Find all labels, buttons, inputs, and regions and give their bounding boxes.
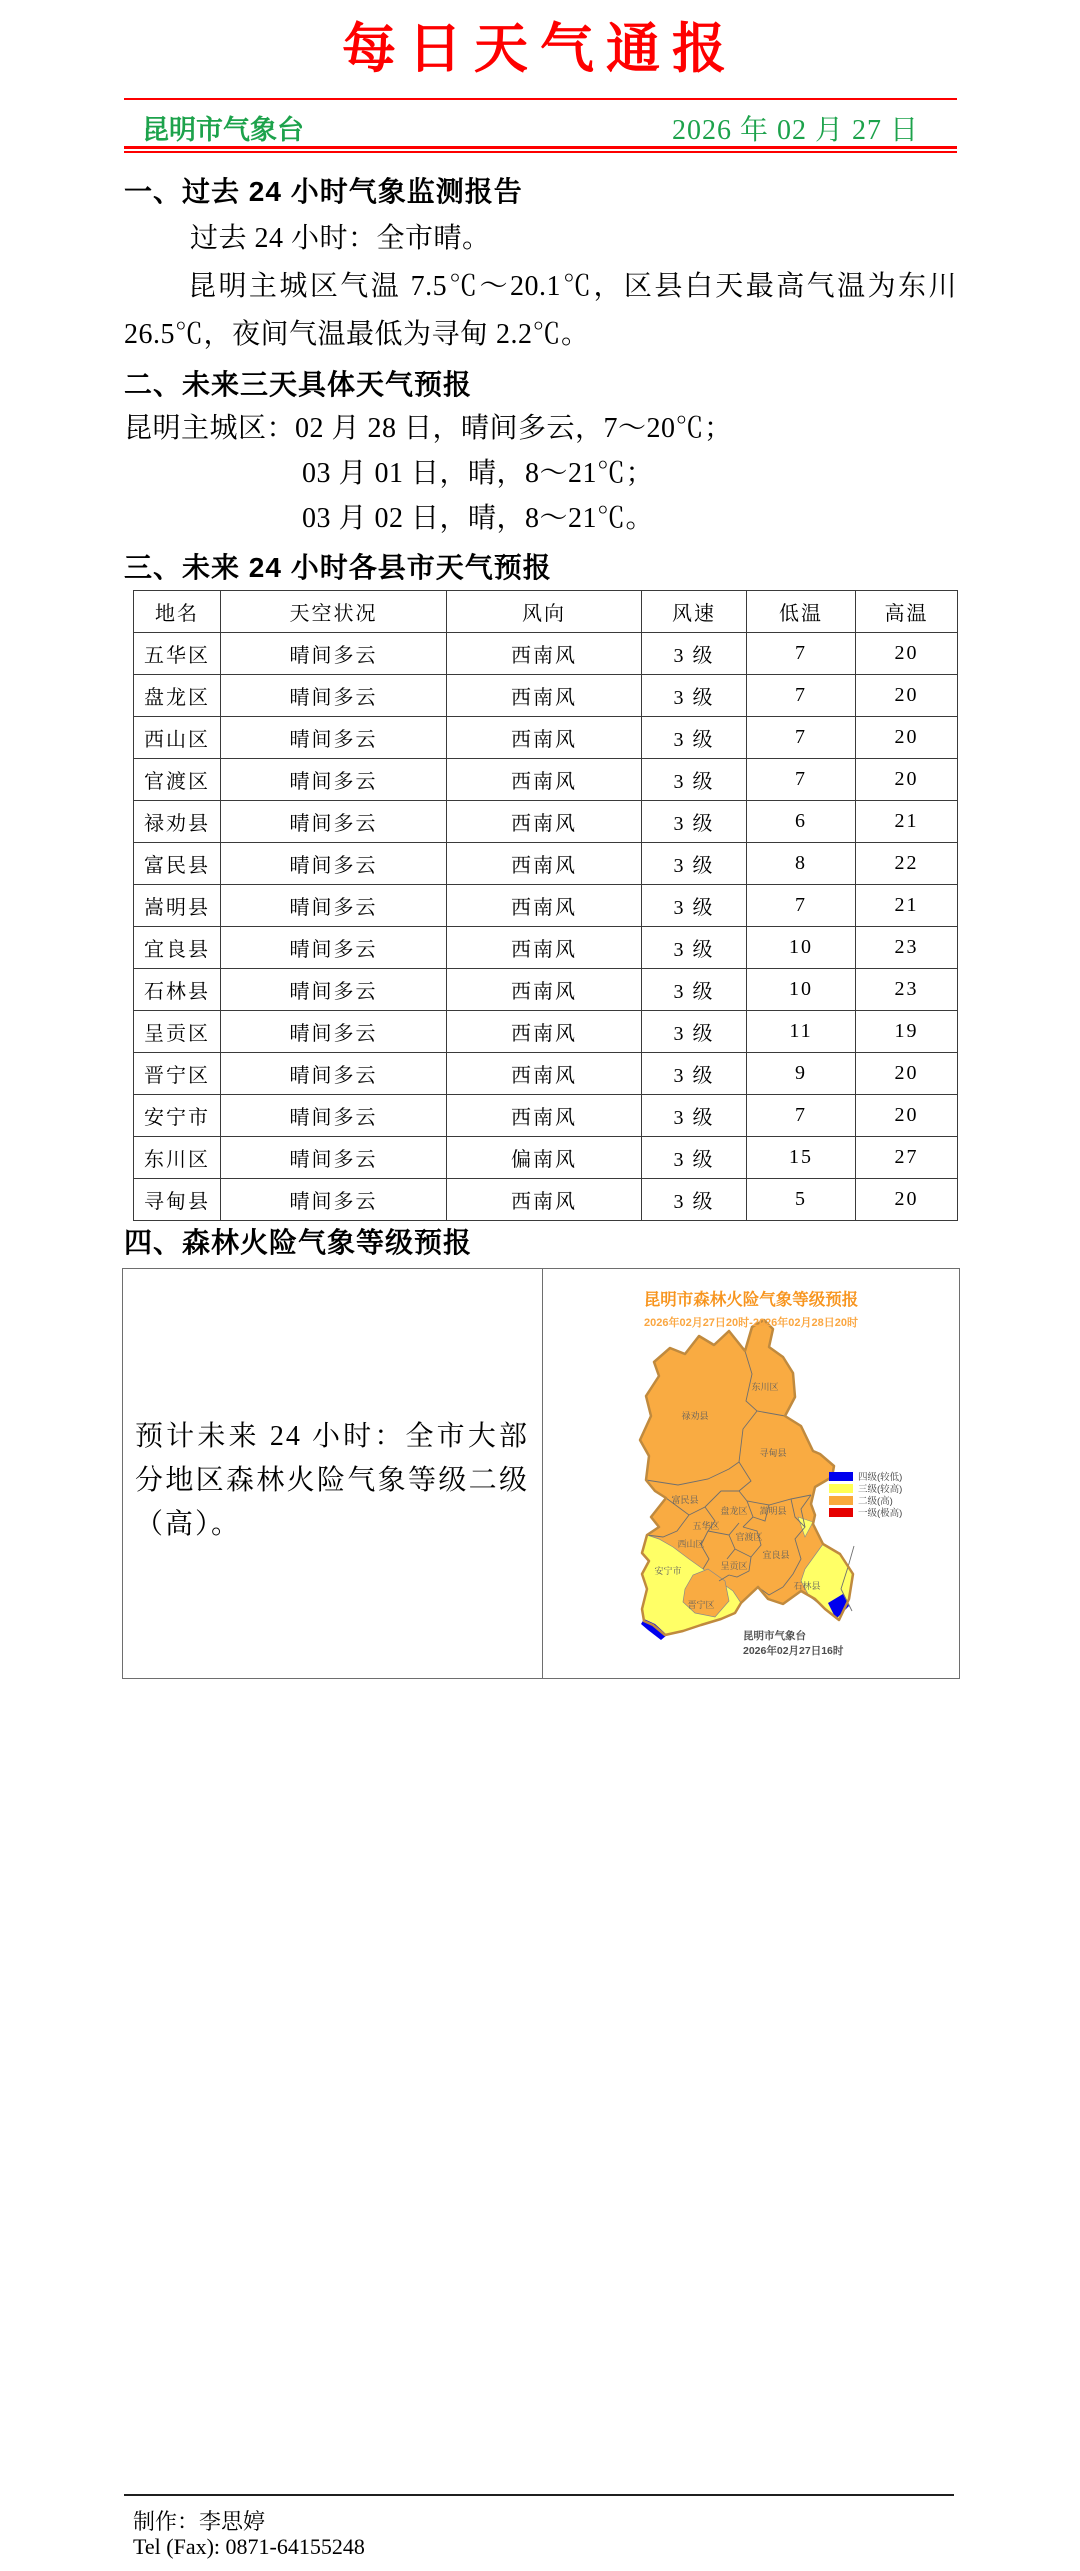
table-row [134,1095,958,1137]
cell-wind-dir: 西南风 [447,801,642,843]
map-title: 昆明市森林火险气象等级预报 [643,1291,859,1309]
fire-risk-box [122,1268,960,1679]
col-header-sky: 天空状况 [221,591,447,633]
cell-high: 20 [856,1179,958,1221]
map-credit [743,1629,844,1657]
cell-wind-dir: 西南风 [447,843,642,885]
header-double-rule [124,146,957,153]
map-legend [829,1471,902,1519]
section1-para2-line1: 昆明主城区气温 7.5℃～20.1℃，区县白天最高气温为东川 [188,271,957,302]
legend-swatch-level1 [829,1508,853,1517]
footer-maker: 制作：李思婷 [133,2509,266,2534]
cell-sky: 晴间多云 [221,969,447,1011]
section2-heading: 二、未来三天具体天气预报 [124,369,473,400]
map-region-label: 富民县 [671,1495,699,1505]
page-title: 每日天气通报 [342,19,738,79]
cell-wind-speed: 3 级 [642,633,747,675]
cell-place: 宜良县 [134,927,221,969]
agency-name: 昆明市气象台 [142,115,304,145]
cell-sky: 晴间多云 [221,675,447,717]
col-header-place: 地名 [134,591,221,633]
cell-wind-dir: 西南风 [447,1095,642,1137]
map-region-label: 呈贡区 [720,1561,748,1571]
map-region-label: 禄劝县 [681,1411,709,1421]
cell-place: 禄劝县 [134,801,221,843]
cell-high: 23 [856,927,958,969]
cell-sky: 晴间多云 [221,1179,447,1221]
cell-sky: 晴间多云 [221,717,447,759]
cell-wind-speed: 3 级 [642,969,747,1011]
cell-sky: 晴间多云 [221,885,447,927]
cell-low: 9 [747,1053,856,1095]
table-row [134,927,958,969]
section1-para1: 过去 24 小时：全市晴。 [190,223,491,254]
map-region-label: 西山区 [677,1539,705,1549]
cell-place: 东川区 [134,1137,221,1179]
map-region-label: 官渡区 [735,1532,763,1542]
cell-place: 呈贡区 [134,1011,221,1053]
cell-wind-dir: 西南风 [447,1179,642,1221]
cell-sky: 晴间多云 [221,1011,447,1053]
table-row [134,633,958,675]
col-header-low: 低温 [747,591,856,633]
cell-high: 19 [856,1011,958,1053]
legend-swatch-level4 [829,1472,853,1481]
footer-divider [124,2494,954,2496]
cell-wind-speed: 3 级 [642,717,747,759]
table-row [134,885,958,927]
section2-line1: 昆明主城区：02 月 28 日，晴间多云，7～20℃； [124,413,733,444]
cell-sky: 晴间多云 [221,927,447,969]
cell-high: 20 [856,1095,958,1137]
cell-low: 8 [747,843,856,885]
cell-wind-dir: 偏南风 [447,1137,642,1179]
cell-wind-dir: 西南风 [447,759,642,801]
cell-wind-speed: 3 级 [642,843,747,885]
cell-wind-dir: 西南风 [447,885,642,927]
map-credit-time: 2026年02月27日16时 [743,1645,844,1657]
table-row [134,1179,958,1221]
cell-place: 五华区 [134,633,221,675]
cell-high: 27 [856,1137,958,1179]
cell-low: 5 [747,1179,856,1221]
legend-swatch-level2 [829,1496,853,1505]
map-region-label: 晋宁区 [687,1600,715,1610]
col-header-wind-dir: 风向 [447,591,642,633]
cell-low: 11 [747,1011,856,1053]
col-header-high: 高温 [856,591,958,633]
cell-high: 20 [856,675,958,717]
cell-place: 石林县 [134,969,221,1011]
map-subtitle: 2026年02月27日20时-2026年02月28日20时 [643,1317,859,1329]
cell-low: 10 [747,969,856,1011]
cell-place: 安宁市 [134,1095,221,1137]
cell-wind-speed: 3 级 [642,675,747,717]
cell-wind-speed: 3 级 [642,1011,747,1053]
cell-high: 21 [856,885,958,927]
cell-sky: 晴间多云 [221,1095,447,1137]
cell-wind-speed: 3 级 [642,885,747,927]
cell-low: 7 [747,1095,856,1137]
cell-wind-speed: 3 级 [642,927,747,969]
table-header-row [134,591,958,633]
section3-heading: 三、未来 24 小时各县市天气预报 [124,552,552,583]
table-row [134,717,958,759]
cell-high: 20 [856,759,958,801]
legend-label: 二级(高) [858,1496,893,1507]
section2-line2: 03 月 01 日，晴，8～21℃； [302,458,655,489]
col-header-wind-speed: 风速 [642,591,747,633]
cell-wind-dir: 西南风 [447,1011,642,1053]
cell-sky: 晴间多云 [221,633,447,675]
cell-sky: 晴间多云 [221,801,447,843]
cell-place: 嵩明县 [134,885,221,927]
cell-wind-speed: 3 级 [642,1095,747,1137]
cell-high: 21 [856,801,958,843]
issue-date: 2026 年 02 月 27 日 [671,115,919,146]
legend-swatch-level3 [829,1484,853,1493]
cell-low: 7 [747,885,856,927]
cell-high: 20 [856,633,958,675]
cell-low: 15 [747,1137,856,1179]
cell-place: 西山区 [134,717,221,759]
county-forecast-table [133,590,958,1221]
table-row [134,1011,958,1053]
fire-risk-note: 预计未来 24 小时：全市大部分地区森林火险气象等级二级（高）。 [135,1421,529,1540]
cell-sky: 晴间多云 [221,759,447,801]
section1-heading: 一、过去 24 小时气象监测报告 [124,176,523,207]
cell-sky: 晴间多云 [221,1053,447,1095]
cell-place: 富民县 [134,843,221,885]
cell-low: 7 [747,717,856,759]
cell-wind-speed: 3 级 [642,759,747,801]
map-region-label: 嵩明县 [759,1506,787,1516]
map-region-label: 宜良县 [762,1550,790,1560]
map-region-label: 东川区 [751,1382,779,1392]
table-row [134,1137,958,1179]
cell-high: 20 [856,1053,958,1095]
cell-high: 23 [856,969,958,1011]
cell-high: 20 [856,717,958,759]
cell-low: 7 [747,759,856,801]
cell-wind-dir: 西南风 [447,927,642,969]
table-row [134,969,958,1011]
cell-wind-speed: 3 级 [642,801,747,843]
table-row [134,759,958,801]
map-region-label: 安宁市 [654,1566,682,1576]
table-row [134,675,958,717]
table-row [134,801,958,843]
cell-wind-speed: 3 级 [642,1137,747,1179]
map-region-label: 盘龙区 [720,1506,748,1516]
cell-wind-dir: 西南风 [447,969,642,1011]
cell-wind-dir: 西南风 [447,1053,642,1095]
cell-place: 晋宁区 [134,1053,221,1095]
table-row [134,843,958,885]
cell-wind-speed: 3 级 [642,1053,747,1095]
cell-sky: 晴间多云 [221,1137,447,1179]
cell-sky: 晴间多云 [221,843,447,885]
cell-place: 盘龙区 [134,675,221,717]
cell-place: 官渡区 [134,759,221,801]
section2-line3: 03 月 02 日，晴，8～21℃。 [302,503,655,534]
fire-risk-map [543,1269,960,1677]
fire-risk-map-cell [543,1269,959,1678]
section4-heading: 四、森林火险气象等级预报 [124,1227,473,1258]
cell-low: 7 [747,633,856,675]
cell-low: 10 [747,927,856,969]
cell-wind-speed: 3 级 [642,1179,747,1221]
cell-wind-dir: 西南风 [447,633,642,675]
table-row [134,1053,958,1095]
footer-tel: Tel (Fax): 0871-64155248 [133,2534,365,2559]
cell-low: 6 [747,801,856,843]
legend-label: 四级(较低) [858,1472,903,1483]
cell-place: 寻甸县 [134,1179,221,1221]
map-region-label: 五华区 [692,1521,720,1531]
fire-risk-note-cell [123,1269,543,1678]
header-top-rule [124,98,957,100]
map-region-label: 石林县 [793,1581,821,1591]
cell-wind-dir: 西南风 [447,675,642,717]
masthead [124,108,957,148]
map-region-label: 寻甸县 [759,1448,787,1458]
section1-para2-line2: 26.5℃，夜间气温最低为寻甸 2.2℃。 [124,319,590,350]
cell-high: 22 [856,843,958,885]
legend-label: 一级(极高) [858,1508,903,1519]
map-credit-agency: 昆明市气象台 [743,1630,806,1642]
cell-wind-dir: 西南风 [447,717,642,759]
cell-low: 7 [747,675,856,717]
legend-label: 三级(较高) [858,1484,903,1495]
